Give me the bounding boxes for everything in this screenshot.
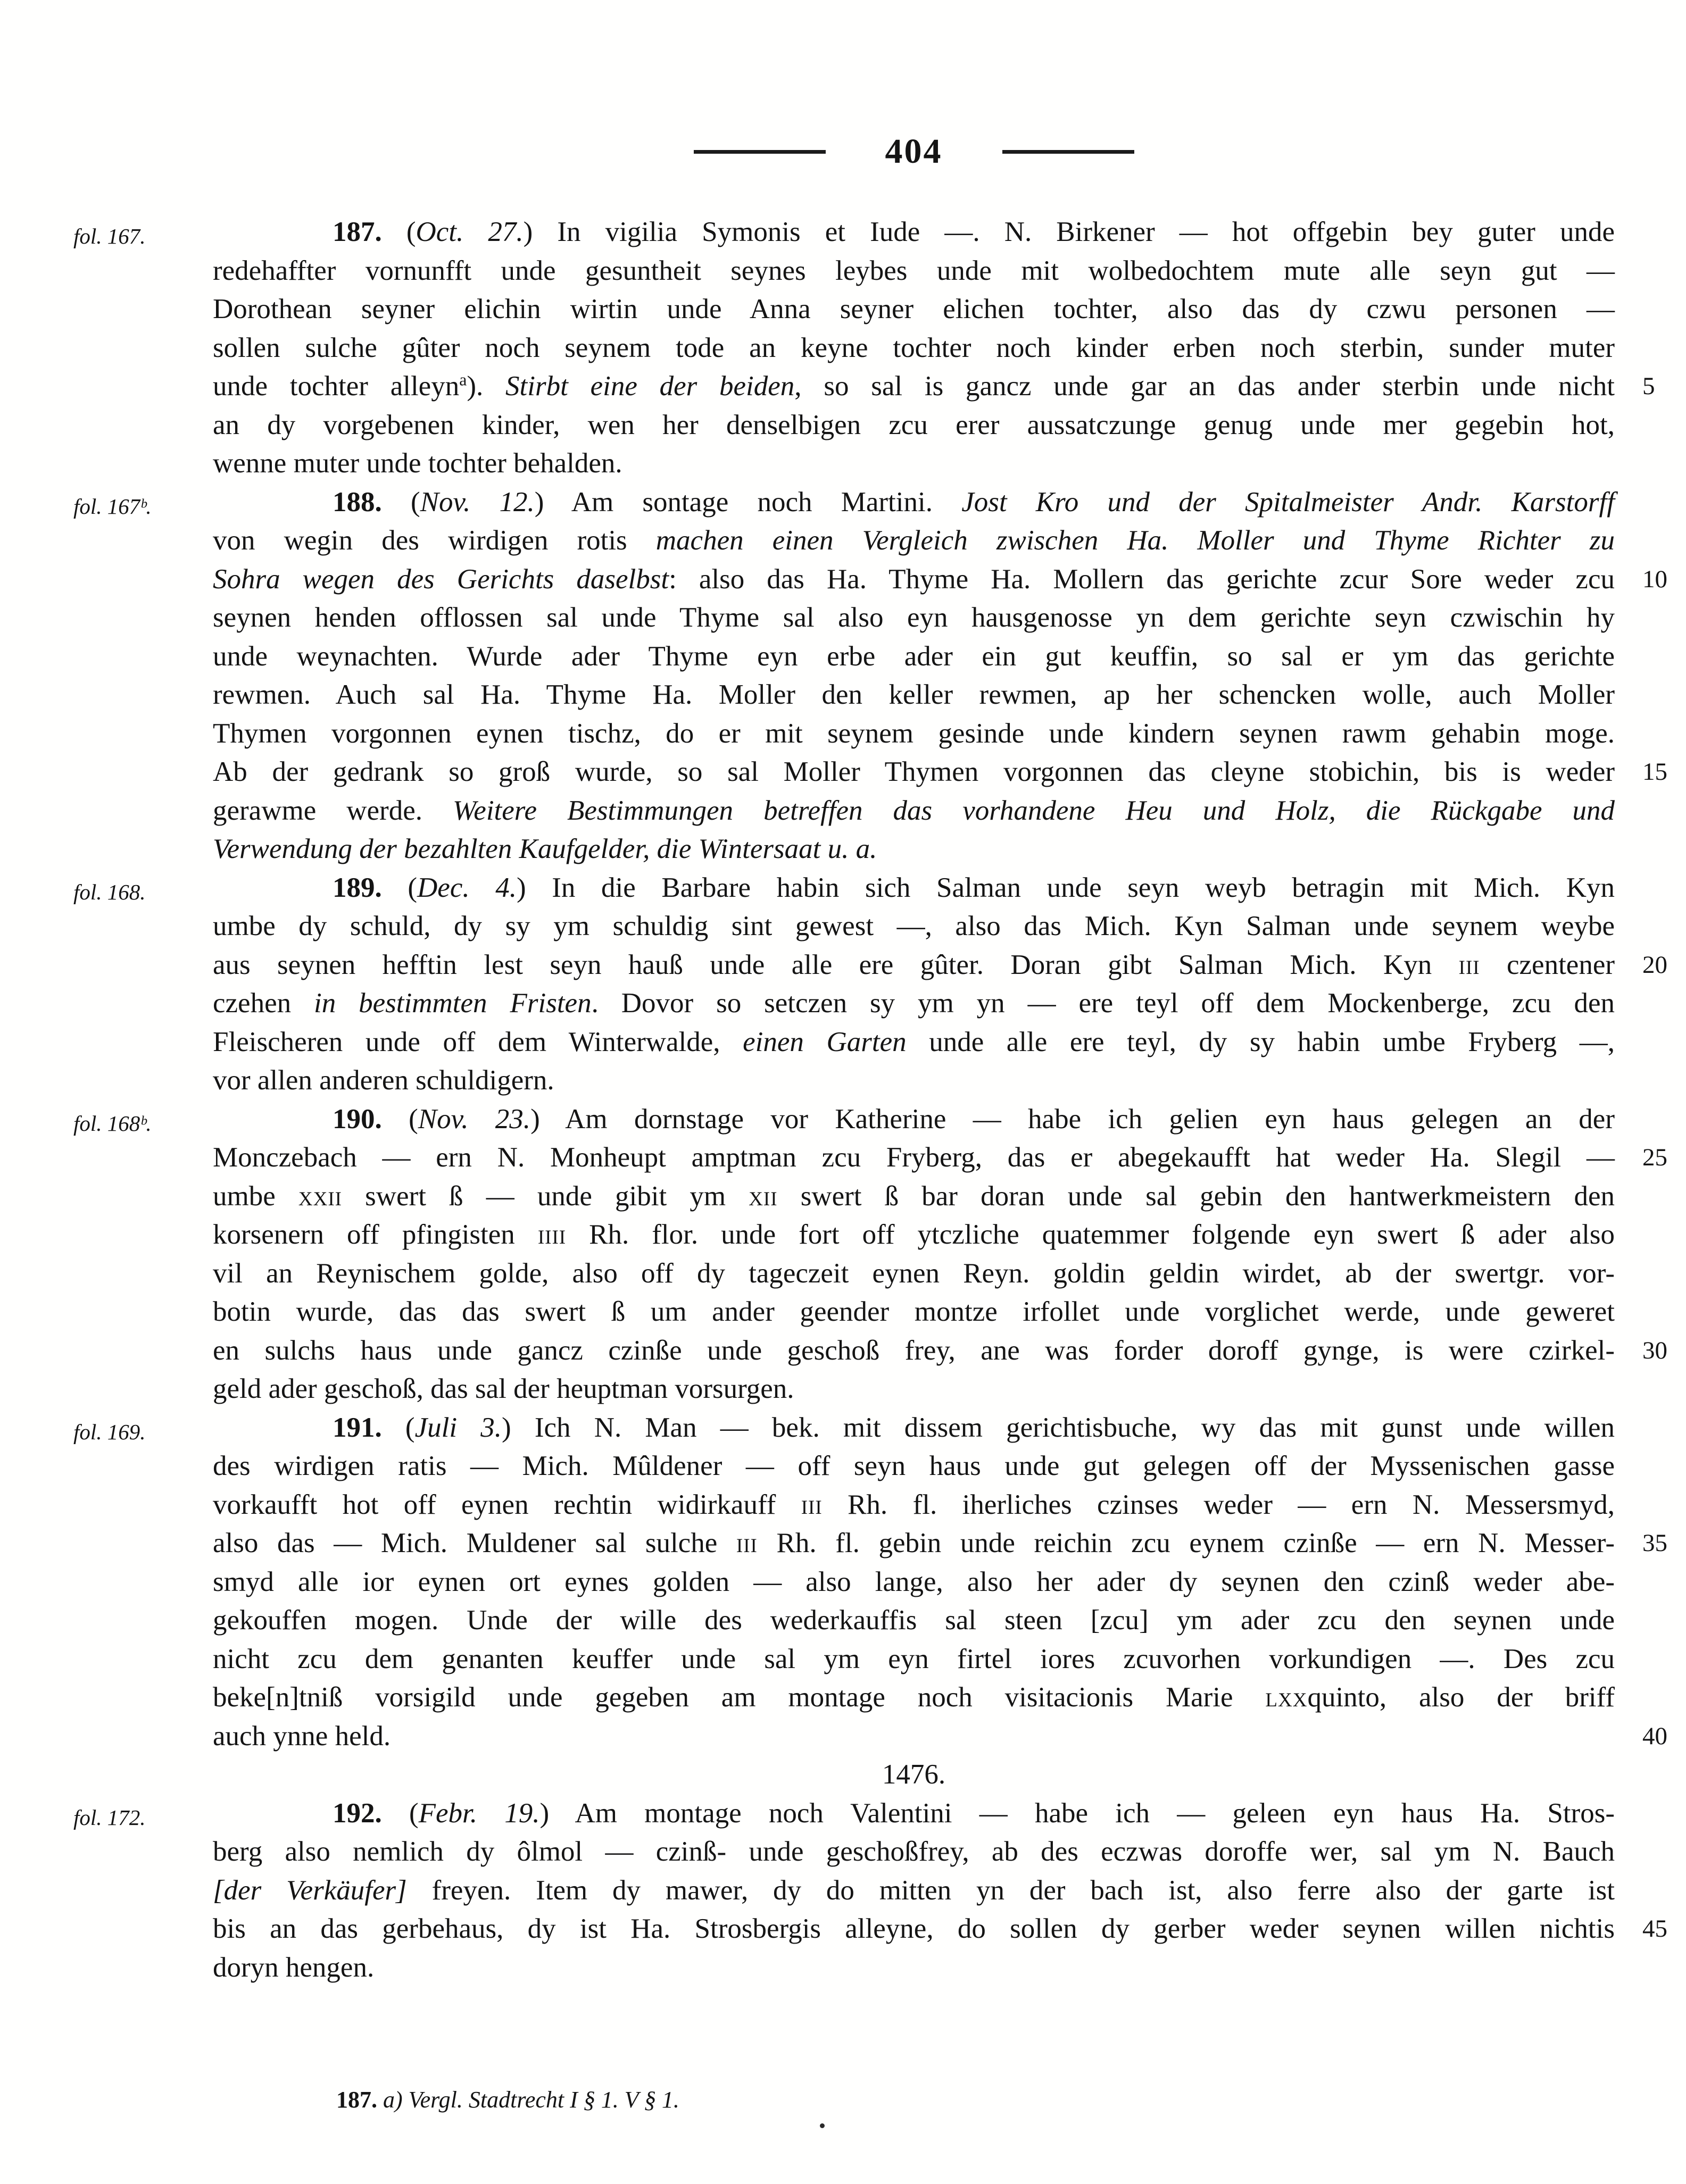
text-segment: en sulchs haus unde gancz czinße unde geschoß frey, ane was forder doroff gynge, is were czirkel-	[213, 1335, 1615, 1366]
text-segment: : also das Ha. Thyme Ha. Mollern das gerichte zcur Sore weder zcu	[669, 563, 1615, 595]
text-segment: Thymen vorgonnen eynen tischz, do er mit seynem gesinde unde kindern seynen rawm gehabin moge.	[213, 718, 1615, 749]
text-line	[213, 213, 1615, 252]
text-segment: 187.	[333, 216, 382, 247]
text-segment: czentener	[1480, 949, 1615, 980]
text-segment: . Dovor so setczen sy ym yn — ere teyl off dem Mockenberge, zcu den	[591, 988, 1615, 1019]
text-line	[213, 252, 1615, 290]
text-line	[213, 753, 1667, 791]
text-segment: Dorothean seyner elichin wirtin unde Anna seyner elichen tochter, also das dy czwu personen —	[213, 294, 1615, 324]
text-segment: (	[381, 216, 416, 247]
text-segment: ) Ich N. Man — bek. mit dissem gerichtisbuche, wy das mit gunst unde willen	[502, 1412, 1615, 1443]
text-segment: in bestimmten Fristen	[314, 988, 592, 1019]
footnote	[336, 2085, 679, 2115]
text-line	[213, 1524, 1667, 1563]
folio-margin-note: fol. 172.	[73, 1805, 146, 1830]
text-line	[213, 1408, 1615, 1447]
text-segment: (	[381, 872, 418, 903]
text-segment: xii	[749, 1180, 778, 1212]
text-segment: korsenern off pfingisten	[213, 1219, 538, 1250]
text-line	[213, 907, 1615, 946]
text-line	[213, 1640, 1615, 1679]
text-line	[213, 1293, 1615, 1331]
folio-margin-note: fol. 167.	[73, 224, 146, 248]
text-segment: nicht zcu dem genanten keuffer unde sal ym eyn firtel iores zcuvorhen vorkundigen —. Des zcu	[213, 1643, 1615, 1674]
text-line	[213, 1100, 1615, 1139]
footnote-ref: 187.	[336, 2087, 377, 2113]
text-line	[213, 598, 1615, 637]
text-segment: smyd alle ior eynen ort eynes golden — also lange, also her ader dy seynen den czinß weder abe-	[213, 1566, 1615, 1597]
text-segment: (	[381, 1412, 415, 1443]
entry-191	[73, 1408, 1667, 1756]
header-rule-right	[1002, 150, 1134, 154]
entries	[73, 213, 1667, 1987]
line-number: 40	[1642, 1722, 1667, 1750]
text-segment: ) Am montage noch Valentini — habe ich — geleen eyn haus Ha. Stros-	[539, 1797, 1615, 1829]
text-segment: vor allen anderen schuldigern.	[213, 1065, 554, 1096]
text-segment: [der Verkäufer]	[213, 1874, 407, 1906]
text-line	[213, 1794, 1615, 1833]
year-heading: 1476.	[882, 1759, 946, 1790]
text-segment: 189.	[333, 872, 382, 903]
text-segment: Stirbt eine der beiden	[505, 371, 795, 402]
text-line	[213, 1486, 1615, 1524]
text-block	[73, 213, 1667, 1987]
footnote-text: a) Vergl. Stadtrecht I § 1. V § 1.	[383, 2087, 679, 2113]
folio-margin-note: fol. 167ᵇ.	[73, 494, 152, 519]
text-segment: (	[381, 1797, 419, 1829]
text-segment: czehen	[213, 988, 314, 1019]
text-segment: 191.	[333, 1412, 382, 1443]
text-segment: quinto, also der briff	[1307, 1682, 1615, 1713]
text-segment: swert ß bar doran unde sal gebin den hantwerkmeistern den	[777, 1180, 1615, 1212]
text-segment: Monczebach — ern N. Monheupt amptman zcu Fryberg, das er abegekaufft hat weder Ha. Slegil —	[213, 1142, 1615, 1173]
text-line	[213, 1215, 1615, 1254]
line-number: 5	[1642, 372, 1655, 400]
text-line	[213, 406, 1615, 445]
text-segment: unde weynachten. Wurde ader Thyme eyn erbe ader ein gut keuffin, so sal er ym das gerichte	[213, 640, 1615, 672]
line-number: 20	[1642, 951, 1667, 979]
text-segment: also das — Mich. Muldener sal sulche	[213, 1528, 736, 1558]
text-line	[213, 1254, 1615, 1293]
text-segment: lxx	[1265, 1682, 1308, 1713]
text-line	[213, 367, 1655, 406]
page-header	[213, 134, 1615, 169]
text-segment: auch ynne held.	[213, 1720, 391, 1752]
text-line	[213, 1331, 1667, 1370]
text-segment: Nov. 12.	[420, 486, 535, 518]
text-segment: geld ader geschoß, das sal der heuptman vorsurgen.	[213, 1373, 794, 1404]
text-line	[213, 521, 1615, 560]
text-segment: , so sal is gancz unde gar an das ander sterbin unde nicht	[794, 371, 1615, 402]
text-segment: Ab der gedrank so groß wurde, so sal Moller Thymen vorgonnen das cleyne stobichin, bis is weder	[213, 756, 1615, 787]
text-segment: Dec. 4.	[417, 872, 517, 903]
text-line	[213, 1601, 1615, 1640]
text-segment: (	[381, 1103, 418, 1135]
folio-margin-note: fol. 168.	[73, 879, 146, 904]
folio-margin-note: fol. 169.	[73, 1419, 146, 1444]
text-segment: machen einen Vergleich zwischen Ha. Moller und Thyme Richter zu	[655, 525, 1615, 556]
text-segment: aus seynen hefftin lest seyn hauß unde alle ere gûter. Doran gibt Salman Mich. Kyn	[213, 949, 1459, 980]
text-segment: xxii	[298, 1180, 342, 1212]
text-line	[213, 1871, 1615, 1910]
text-line	[213, 290, 1615, 329]
text-segment: Jost Kro und der Spitalmeister Andr. Karstorff	[961, 486, 1615, 518]
text-segment: sollen sulche gûter noch seynem tode an keyne tochter noch kinder erben noch sterbin, sunder muter	[213, 332, 1615, 363]
text-segment: freyen. Item dy mawer, dy do mitten yn der bach ist, also ferre also der garte ist	[406, 1874, 1615, 1906]
text-segment: 190.	[333, 1103, 382, 1135]
text-segment: unde tochter alleyn	[213, 371, 460, 402]
text-segment: redehaffter vornunfft unde gesuntheit seynes leybes unde mit wolbedochtem mute alle seyn gut —	[213, 255, 1615, 286]
text-segment: vil an Reynischem golde, also off dy tageczeit eynen Reyn. goldin geldin wirdet, ab der swertgr. vor-	[213, 1257, 1615, 1289]
text-line	[213, 1948, 1615, 1987]
text-segment: ) In vigilia Symonis et Iude —. N. Birkener — hot offgebin bey guter unde	[523, 216, 1615, 247]
text-line	[213, 1678, 1615, 1717]
text-segment: Weitere Bestimmungen betreffen das vorhandene Heu und Holz, die Rückgabe und	[453, 795, 1615, 826]
text-line	[213, 444, 1615, 483]
text-segment: umbe	[213, 1180, 298, 1212]
entry-190	[73, 1100, 1667, 1408]
entry-188	[73, 483, 1667, 869]
text-segment: ) In die Barbare habin sich Salman unde seyn weyb betragin mit Mich. Kyn	[516, 872, 1615, 903]
text-line	[213, 637, 1615, 676]
text-line	[213, 1910, 1667, 1948]
text-line	[213, 1832, 1615, 1871]
text-segment: umbe dy schuld, dy sy ym schuldig sint gewest —, also das Mich. Kyn Salman unde seynem weybe	[213, 911, 1615, 941]
text-line	[213, 676, 1615, 714]
text-segment: Rh. fl. iherliches czinses weder — ern N. Messersmyd,	[822, 1489, 1615, 1520]
line-number: 30	[1642, 1336, 1667, 1364]
text-segment: iii	[736, 1528, 758, 1558]
text-segment: iii	[1458, 949, 1480, 980]
text-segment: Rh. fl. gebin unde reichin zcu eynem czinße — ern N. Messer-	[757, 1528, 1615, 1558]
text-segment: swert ß — unde gibit ym	[342, 1180, 749, 1212]
entry-187	[73, 213, 1655, 483]
text-segment: botin wurde, das das swert ß um ander geender montze irfollet unde vorglichet werde, unde geweret	[213, 1296, 1615, 1327]
text-segment: Juli 3.	[414, 1412, 502, 1443]
line-number: 15	[1642, 758, 1667, 786]
text-line	[213, 560, 1667, 599]
text-line	[213, 830, 1615, 869]
text-line	[213, 329, 1615, 368]
text-segment: Febr. 19.	[418, 1797, 540, 1829]
text-segment: von wegin des wirdigen rotis	[213, 525, 656, 556]
text-segment: seynen henden offlossen sal unde Thyme sal also eyn hausgenosse yn dem gerichte seyn czwischin hy	[213, 602, 1615, 633]
text-segment: bis an das gerbehaus, dy ist Ha. Strosbergis alleyne, do sollen dy gerber weder seynen willen nichtis	[213, 1913, 1615, 1944]
page-number: 404	[885, 132, 943, 171]
text-segment: 188.	[333, 486, 382, 518]
text-line	[213, 1138, 1667, 1177]
text-segment: einen Garten	[743, 1026, 907, 1057]
ink-speck	[820, 2123, 825, 2128]
text-line	[213, 1177, 1615, 1216]
text-segment: des wirdigen ratis — Mich. Mûldener — off seyn haus unde gut gelegen off der Myssenischen gasse	[213, 1451, 1615, 1481]
text-segment: berg also nemlich dy ôlmol — czinß- unde geschoßfrey, ab des eczwas doroffe wer, sal ym N. Bauch	[213, 1836, 1615, 1867]
text-segment: doryn hengen.	[213, 1952, 375, 1983]
header-rule-left	[694, 150, 826, 154]
text-line	[213, 1717, 1667, 1756]
text-segment: Sohra wegen des Gerichts daselbst	[213, 563, 669, 595]
text-line	[213, 1023, 1615, 1062]
text-segment: ).	[467, 371, 505, 402]
text-line	[213, 984, 1615, 1023]
text-line	[213, 1370, 1615, 1408]
text-segment: Rh. flor. unde fort off ytczliche quatemmer folgende eyn swert ß ader also	[566, 1219, 1615, 1250]
line-number: 45	[1642, 1915, 1667, 1943]
text-line	[213, 1447, 1615, 1486]
text-segment: Fleischeren unde off dem Winterwalde,	[213, 1026, 743, 1057]
text-line	[213, 1061, 1615, 1100]
text-segment: gekouffen mogen. Unde der wille des wederkauffis sal steen [zcu] ym ader zcu den seynen unde	[213, 1605, 1615, 1636]
text-line	[213, 1563, 1615, 1602]
line-number: 35	[1642, 1529, 1667, 1557]
text-line	[213, 946, 1667, 985]
line-number: 10	[1642, 565, 1667, 593]
text-segment: iii	[801, 1489, 823, 1520]
text-segment: unde alle ere teyl, dy sy habin umbe Fryberg —,	[906, 1026, 1615, 1057]
text-segment: ) Am sontage noch Martini.	[534, 486, 962, 518]
line-number: 25	[1642, 1144, 1667, 1171]
text-segment: beke[n]tniß vorsigild unde gegeben am montage noch visitacionis Marie	[213, 1682, 1266, 1713]
text-segment: Nov. 23.	[418, 1103, 531, 1135]
text-segment: wenne muter unde tochter behalden.	[213, 448, 622, 479]
text-segment: vorkaufft hot off eynen rechtin widirkauff	[213, 1489, 801, 1520]
text-line	[213, 714, 1615, 753]
text-segment: ) Am dornstage vor Katherine — habe ich gelien eyn haus gelegen an der	[530, 1103, 1615, 1135]
entry-192	[73, 1794, 1667, 1987]
text-segment: Oct. 27.	[416, 216, 524, 247]
text-segment: rewmen. Auch sal Ha. Thyme Ha. Moller den keller rewmen, ap her schencken wolle, auch Moller	[213, 679, 1615, 710]
text-segment: an dy vorgebenen kinder, wen her denselbigen zcu erer aussatczunge genug unde mer gegebin hot,	[213, 409, 1615, 440]
folio-margin-note: fol. 168ᵇ.	[73, 1111, 152, 1136]
entry-189	[73, 869, 1667, 1100]
text-line	[213, 791, 1615, 830]
text-line	[213, 483, 1615, 522]
text-segment: a	[459, 370, 467, 389]
text-segment: (	[381, 486, 420, 518]
text-segment: iiii	[537, 1219, 567, 1250]
text-segment: 192.	[333, 1797, 382, 1829]
text-segment: gerawme werde.	[213, 795, 453, 826]
text-line	[213, 869, 1615, 907]
text-segment: Verwendung der bezahlten Kaufgelder, die Wintersaat u. a.	[213, 833, 877, 864]
